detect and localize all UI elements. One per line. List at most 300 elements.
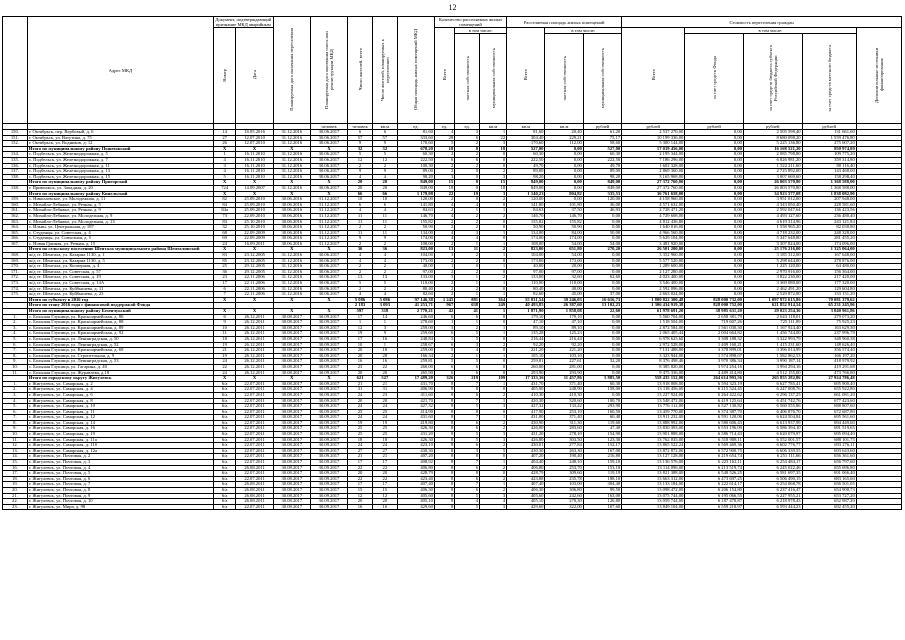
table-cell: 0,00 (583, 286, 621, 292)
table-cell: 169. (3, 258, 28, 264)
table-cell: 2 (434, 208, 454, 214)
table-cell: 2 (455, 253, 480, 259)
table-cell: 8 (455, 471, 480, 477)
table-cell: 216,44 (545, 336, 583, 342)
table-cell: 30.06.2017 (310, 281, 347, 287)
table-cell: 25 (348, 409, 373, 415)
table-cell: 30.09.2017 (310, 471, 347, 477)
table-cell: 146,70 (545, 213, 583, 219)
table-cell: 2 (434, 197, 454, 203)
table-cell: 26 003 570,80 (743, 185, 802, 191)
table-cell: 20 (348, 348, 373, 354)
table-cell: 166,34 (397, 353, 434, 359)
table-cell: 6 572 900,75 (685, 448, 744, 454)
table-cell: 5 (348, 281, 373, 287)
table-cell: 20 (372, 185, 397, 191)
table-cell: 13 663 312,00 (622, 476, 685, 482)
table-cell: Итого по муниципальному району Кинельский (27, 191, 213, 197)
table-cell: 6 581 697,35 (743, 471, 802, 477)
table-cell: 4 (434, 130, 454, 136)
table-cell: 171. (3, 269, 28, 275)
table-cell: 30.08.2017 (273, 325, 310, 331)
table-cell: ж/д ст. Шентала, ул. Советская, д. 57 (27, 269, 213, 275)
table-cell: 0,00 (685, 275, 744, 281)
table-cell: 30.08.2017 (273, 493, 310, 499)
table-cell: 31.12.2016 (273, 281, 310, 287)
table-cell: с. Подбельск, ул. Железнодорожная, д. 11 (27, 163, 213, 169)
table-cell: 22 (434, 191, 454, 197)
table-cell: 133,00 (397, 275, 434, 281)
table-cell: 170. (3, 264, 28, 270)
table-cell: 30.06.2016 (273, 202, 310, 208)
table-cell: 13 118 456,00 (622, 387, 685, 393)
table-cell: 50,90 (397, 225, 434, 231)
table-cell: 6 (213, 286, 236, 292)
table-cell: 2. (3, 387, 28, 393)
table-cell: 30.08.2017 (273, 370, 310, 376)
table-cell: г. Жигулевск, ул. Самарская, д. 4 (27, 387, 213, 393)
table-cell: 1 097 972 615,86 (743, 297, 802, 303)
table-cell: 6 215 524,45 (685, 387, 744, 393)
table-cell: 14 (372, 314, 397, 320)
table-cell: 50,90 (545, 225, 583, 231)
table-cell: г. Октябрьск, ул. Водников, д. 12 (27, 141, 213, 147)
table-cell: 695 094,40 (802, 432, 856, 438)
table-cell: 12 (372, 493, 397, 499)
table-cell: 6 527 130,82 (685, 404, 744, 410)
table-cell: 13 (372, 275, 397, 281)
table-cell: 1 (480, 309, 507, 315)
table-cell: 84,63 (397, 208, 434, 214)
table-cell: 24 (213, 359, 236, 365)
table-cell: 6 (455, 488, 480, 494)
table-cell: 47,10 (545, 320, 583, 326)
table-cell: 30.08.2017 (273, 448, 310, 454)
table-cell: 82,60 (397, 292, 434, 298)
table-cell: с. Николаевское, ул. Молодежная, д. 11 (27, 197, 213, 203)
table-cell: 98,20 (583, 174, 621, 180)
table-cell: 134,00 (507, 230, 545, 236)
table-cell: 174. (3, 286, 28, 292)
table-cell: 527 (372, 376, 397, 382)
table-cell: 30.09.2017 (310, 420, 347, 426)
table-cell: 1 (434, 264, 454, 270)
table-cell: 9 (372, 331, 397, 337)
table-cell: 1 574 898,67 (685, 353, 744, 359)
table-cell: 49,70 (507, 163, 545, 169)
table-cell: 30.09.2017 (310, 409, 347, 415)
table-cell: 6 (455, 465, 480, 471)
table-cell: 6 218 978,43 (743, 499, 802, 505)
table-cell: 7 (455, 482, 480, 488)
table-cell: 0 (480, 320, 507, 326)
table-cell: 4 489 414,80 (685, 370, 744, 376)
table-cell: X (310, 297, 347, 303)
table-cell: 30.09.2017 (310, 426, 347, 432)
table-cell: 207 948,00 (802, 197, 856, 203)
table-cell: 4 (434, 202, 454, 208)
table-cell: 54,00 (545, 241, 583, 247)
table-cell: 154,90 (583, 432, 621, 438)
table-cell: X (236, 146, 273, 152)
table-cell: 8 (434, 443, 454, 449)
table-cell: 10 (213, 325, 236, 331)
col-address-header: Адрес МКД (27, 17, 213, 124)
table-cell: 419,80 (397, 420, 434, 426)
table-cell: 3 481 920,00 (622, 241, 685, 247)
table-cell: 2 (480, 247, 507, 253)
table-cell: 414,90 (397, 409, 434, 415)
table-cell: 42 (434, 309, 454, 315)
table-cell: 3 (434, 174, 454, 180)
table-cell: 2 195 344,00 (622, 152, 685, 158)
table-cell: 179,10 (507, 314, 545, 320)
table-cell: 31.12.2016 (273, 286, 310, 292)
table-cell: ж/д ст. Шентала, ул. Куйбышева, д. 23 (27, 292, 213, 298)
table-cell: 97 146,38 (397, 297, 434, 303)
table-cell: 22.07.2011 (236, 426, 273, 432)
table-cell: 0,00 (583, 353, 621, 359)
table-cell: 135,28 (507, 331, 545, 337)
table-cell: 26.12.2011 (236, 325, 273, 331)
table-cell: 309,60 (545, 471, 583, 477)
table-cell: 153,10 (583, 465, 621, 471)
table-cell: 3 974 254,16 (685, 364, 744, 370)
table-cell: 6 978 625,60 (622, 336, 685, 342)
table-cell: 15 (480, 180, 507, 186)
table-cell: 22.07.2011 (236, 387, 273, 393)
table-cell: 8 (434, 404, 454, 410)
table-cell: 258,67 (397, 342, 434, 348)
table-cell: 30.08.2017 (273, 443, 310, 449)
table-cell: 804,82 (545, 191, 583, 197)
table-cell: 82 030,80 (802, 225, 856, 231)
table-cell: 13 133 184,00 (622, 482, 685, 488)
table-cell: 120,00 (583, 197, 621, 203)
table-cell: 7 131 488,00 (622, 348, 685, 354)
table-cell: 27 372 760,00 (622, 185, 685, 191)
table-cell: 23 (372, 392, 397, 398)
table-cell: 3 322 993,79 (743, 336, 802, 342)
table-cell: 2 (348, 225, 373, 231)
table-cell: 335,53 (583, 191, 621, 197)
table-cell: 8. (3, 420, 28, 426)
table-cell: 20 (372, 353, 397, 359)
table-cell: 25 176 216,00 (743, 247, 802, 253)
table-cell: 152,17 (583, 443, 621, 449)
table-cell: 104,00 (397, 253, 434, 259)
table-cell: 36 (213, 269, 236, 275)
table-cell: 5 (434, 141, 454, 147)
table-cell: 2 872 584,00 (622, 325, 685, 331)
table-cell: 281 455,20 (802, 236, 856, 242)
table-cell: 4 (213, 169, 236, 175)
table-cell: 22.07.2011 (236, 381, 273, 387)
table-cell: с. Студенцы, ул. Советская, д. 4 (27, 230, 213, 236)
table-cell: 12.07.2010 (236, 141, 273, 147)
table-cell: 9 (348, 141, 373, 147)
table-cell: 0,00 (583, 364, 621, 370)
table-cell: г. Жигулевск, ул. Почтовая, д. 6 (27, 476, 213, 482)
table-cell: 8 (434, 415, 454, 421)
table-cell: 20. (3, 488, 28, 494)
table-cell: 24 (348, 392, 373, 398)
table-cell: 30.06.2017 (310, 292, 347, 298)
table-cell: 19 (455, 191, 480, 197)
table-cell: 6 552 001,57 (743, 437, 802, 443)
table-cell: 0,00 (583, 219, 621, 225)
table-cell: 24 (213, 370, 236, 376)
table-cell: 30.09.2017 (310, 336, 347, 342)
table-cell: 228 581,60 (802, 202, 856, 208)
table-cell: 13 075 744,00 (622, 493, 685, 499)
table-cell: 1 (455, 241, 480, 247)
table-cell: 222,50 (397, 157, 434, 163)
table-cell: 6 254 484,17 (743, 460, 802, 466)
table-cell: 30.08.2017 (273, 392, 310, 398)
col-area-incl-header: в том числе: (545, 28, 622, 34)
table-cell: с. Большая Глушица, ул. Красноармейская, д. 92 (27, 331, 213, 337)
table-cell: 30.09.2017 (310, 364, 347, 370)
table-cell: 26.12.2011 (236, 359, 273, 365)
table-cell: 0,00 (545, 185, 583, 191)
table-cell: 2 (372, 225, 397, 231)
table-cell: 6 (434, 342, 454, 348)
table-cell: 30.08.2017 (273, 432, 310, 438)
table-cell: 0 (480, 152, 507, 158)
table-cell: 26 (213, 141, 236, 147)
col-demolition-date-header: Планируемая дата окончания сноса или реконструкции МКД (324, 30, 335, 109)
table-cell: 83 (213, 219, 236, 225)
table-cell: 3 352 960,00 (622, 253, 685, 259)
table-cell: 15. (3, 460, 28, 466)
table-cell: 6/а (213, 460, 236, 466)
table-cell: 6 451 742,76 (743, 398, 802, 404)
table-cell: 20,40 (545, 130, 583, 136)
table-cell: 0,00 (685, 146, 744, 152)
table-cell: 22.07.2011 (236, 398, 273, 404)
col-rooms-municipal-header: муниципальная собственность (490, 47, 496, 109)
table-cell: 31.12.2016 (273, 269, 310, 275)
table-cell: 2 (455, 269, 480, 275)
table-cell: 22.09.2010 (236, 213, 273, 219)
table-cell: 1 (455, 281, 480, 287)
table-cell: 0 (480, 454, 507, 460)
table-cell: 92,20 (545, 342, 583, 348)
table-cell: 0,00 (583, 331, 621, 337)
table-cell: 597 (348, 309, 373, 315)
table-cell: 283,60 (545, 426, 583, 432)
table-cell: 11 (372, 213, 397, 219)
table-cell: г. Жигулевск, ул. Самарская, д. 2 (27, 381, 213, 387)
table-cell: 21 (348, 454, 373, 460)
table-cell: 39 246,03 (545, 297, 583, 303)
table-cell: 1 (455, 320, 480, 326)
table-cell: 2 (480, 213, 507, 219)
table-cell: 653 727,20 (802, 493, 856, 499)
table-cell: 164. (3, 225, 28, 231)
table-cell: 26.12.2011 (236, 353, 273, 359)
table-cell: 683 165,60 (802, 476, 856, 482)
table-cell: 31.12.2017 (310, 208, 347, 214)
table-cell: 8 (434, 437, 454, 443)
table-cell: 163 629,30 (802, 325, 856, 331)
unit-cell: кв.м (372, 124, 397, 130)
table-cell: 0,00 (545, 180, 583, 186)
table-cell: 229,21 (545, 135, 583, 141)
table-cell: 3 378 899,01 (685, 348, 744, 354)
table-cell: 2 (455, 213, 480, 219)
table-cell: 16 (348, 359, 373, 365)
table-cell: 146,70 (507, 213, 545, 219)
table-cell: 1 (455, 353, 480, 359)
table-cell: 30.09.2017 (310, 353, 347, 359)
table-cell: 13 (348, 275, 373, 281)
table-cell: 30.06.2017 (310, 174, 347, 180)
table-cell: 25 (372, 409, 397, 415)
table-cell: 25.09.2010 (236, 208, 273, 214)
col-area-group-header: Расселяемая площадь жилых помещений (507, 17, 622, 28)
table-cell: 2 (480, 342, 507, 348)
table-cell: 0,00 (685, 225, 744, 231)
table-cell: 0 (480, 314, 507, 320)
table-cell: 119,19 (583, 471, 621, 477)
table-cell: 37,50 (545, 208, 583, 214)
table-cell: 0,00 (583, 370, 621, 376)
table-cell: 1 325 064,00 (802, 247, 856, 253)
table-cell: 30.09.2017 (310, 460, 347, 466)
table-cell: 66 (348, 191, 373, 197)
table-cell: 4 (455, 348, 480, 354)
table-cell: X (310, 309, 347, 315)
table-cell: 19 (348, 420, 373, 426)
table-cell: 30.06.2017 (310, 141, 347, 147)
table-cell: 2 970 916,00 (743, 269, 802, 275)
table-cell: 13 127 128,00 (622, 454, 685, 460)
table-cell: 219 (455, 376, 480, 382)
table-cell: 318 (372, 309, 397, 315)
table-cell: 0,00 (583, 314, 621, 320)
table-cell: 20 (348, 499, 373, 505)
table-cell: 30.09.2017 (310, 359, 347, 365)
table-cell: 1 (480, 130, 507, 136)
table-cell: 13 888 992,00 (622, 420, 685, 426)
table-cell: 6 374 387,70 (685, 409, 744, 415)
table-cell: 89,00 (397, 169, 434, 175)
table-cell: Итого по муниципальному району Пошехонский (27, 146, 213, 152)
table-cell: 6 (434, 364, 454, 370)
table-cell: 5 (455, 493, 480, 499)
table-cell: 2 658 381,79 (685, 314, 744, 320)
table-cell: 6/а (213, 426, 236, 432)
table-cell: 8 (434, 387, 454, 393)
table-cell: 24 (372, 415, 397, 421)
table-cell: 0,00 (685, 258, 744, 264)
table-cell: 98,20 (397, 174, 434, 180)
table-cell: 14.09.2007 (236, 185, 273, 191)
table-cell: 654 900,73 (802, 488, 856, 494)
table-cell: 25 (372, 432, 397, 438)
table-cell: 6 219 654,74 (685, 454, 744, 460)
table-cell: 8 (434, 499, 454, 505)
table-cell: 151. (3, 135, 28, 141)
table-cell: 693 276,11 (802, 443, 856, 449)
table-cell: 141,80 (507, 202, 545, 208)
table-cell: 30.08.2017 (273, 314, 310, 320)
table-cell: 420,30 (507, 398, 545, 404)
table-cell: 30.08.2017 (273, 353, 310, 359)
table-cell: 26.08.2011 (236, 488, 273, 494)
table-cell: 26.08.2011 (236, 465, 273, 471)
table-cell: 6 187 478,87 (685, 499, 744, 505)
table-cell: 22.11.2006 (236, 292, 273, 298)
table-cell: 13 872 872,00 (622, 448, 685, 454)
table-cell: 227,61 (545, 359, 583, 365)
table-cell: 0,00 (583, 325, 621, 331)
table-cell: 6 548 526,25 (685, 471, 744, 477)
table-cell: 725 111,89 (743, 320, 802, 326)
table-cell: 5 (213, 174, 236, 180)
table-cell: 30.08.2017 (273, 364, 310, 370)
table-cell: 80,40 (507, 286, 545, 292)
table-cell: 527,00 (583, 146, 621, 152)
table-cell: Итого по сельскому поселению Шентала муниципального района Шенталинский (27, 247, 213, 253)
table-cell: 4 (372, 292, 397, 298)
table-cell: 123,30 (583, 437, 621, 443)
table-cell: 0,00 (583, 236, 621, 242)
table-cell: 6 594 323,19 (685, 381, 744, 387)
table-cell: 26 501 200,00 (622, 247, 685, 253)
table-cell: 5 (455, 359, 480, 365)
table-cell: 5. (3, 404, 28, 410)
table-cell: 30.08.2017 (273, 415, 310, 421)
table-cell: 2 (348, 269, 373, 275)
table-cell: 264 614 993,56 (685, 376, 744, 382)
table-cell: 22 (372, 465, 397, 471)
table-cell: 110,00 (545, 281, 583, 287)
table-cell: г. Жигулевск, ул. Самарская, д. 14 (27, 420, 213, 426)
table-cell: 3 (455, 342, 480, 348)
table-cell: 6 606 339,55 (743, 448, 802, 454)
table-cell: 6 (455, 443, 480, 449)
table-cell: 155,82 (397, 219, 434, 225)
table-cell: 161. (3, 208, 28, 214)
table-cell: 6 560 555,86 (743, 404, 802, 410)
table-cell: 5 086 (348, 297, 373, 303)
table-cell: 30.06.2016 (273, 225, 310, 231)
table-cell: 31.12.2016 (273, 169, 310, 175)
table-cell: 9 475 336,00 (622, 370, 685, 376)
col-doc-number-header: Номер (222, 68, 228, 82)
table-cell: 5 (434, 336, 454, 342)
table-cell: 30.06.2017 (310, 253, 347, 259)
table-cell: 1 (455, 275, 480, 281)
table-cell: 3 546 400,00 (622, 281, 685, 287)
table-cell: 15 (372, 488, 397, 494)
table-cell: 89,10 (545, 325, 583, 331)
table-cell: 4 (348, 208, 373, 214)
table-cell: 8 (434, 454, 454, 460)
table-cell: 1 456 744,00 (743, 331, 802, 337)
table-cell: 8 (434, 420, 454, 426)
table-cell: 30.09.2017 (310, 432, 347, 438)
table-cell: 11 (348, 219, 373, 225)
table-cell: 405,90 (507, 387, 545, 393)
table-cell: 4 966 560,00 (622, 230, 685, 236)
table-cell: 32 (213, 225, 236, 231)
table-cell: 4 493 127,60 (743, 213, 802, 219)
table-cell: 30.09.2017 (310, 476, 347, 482)
